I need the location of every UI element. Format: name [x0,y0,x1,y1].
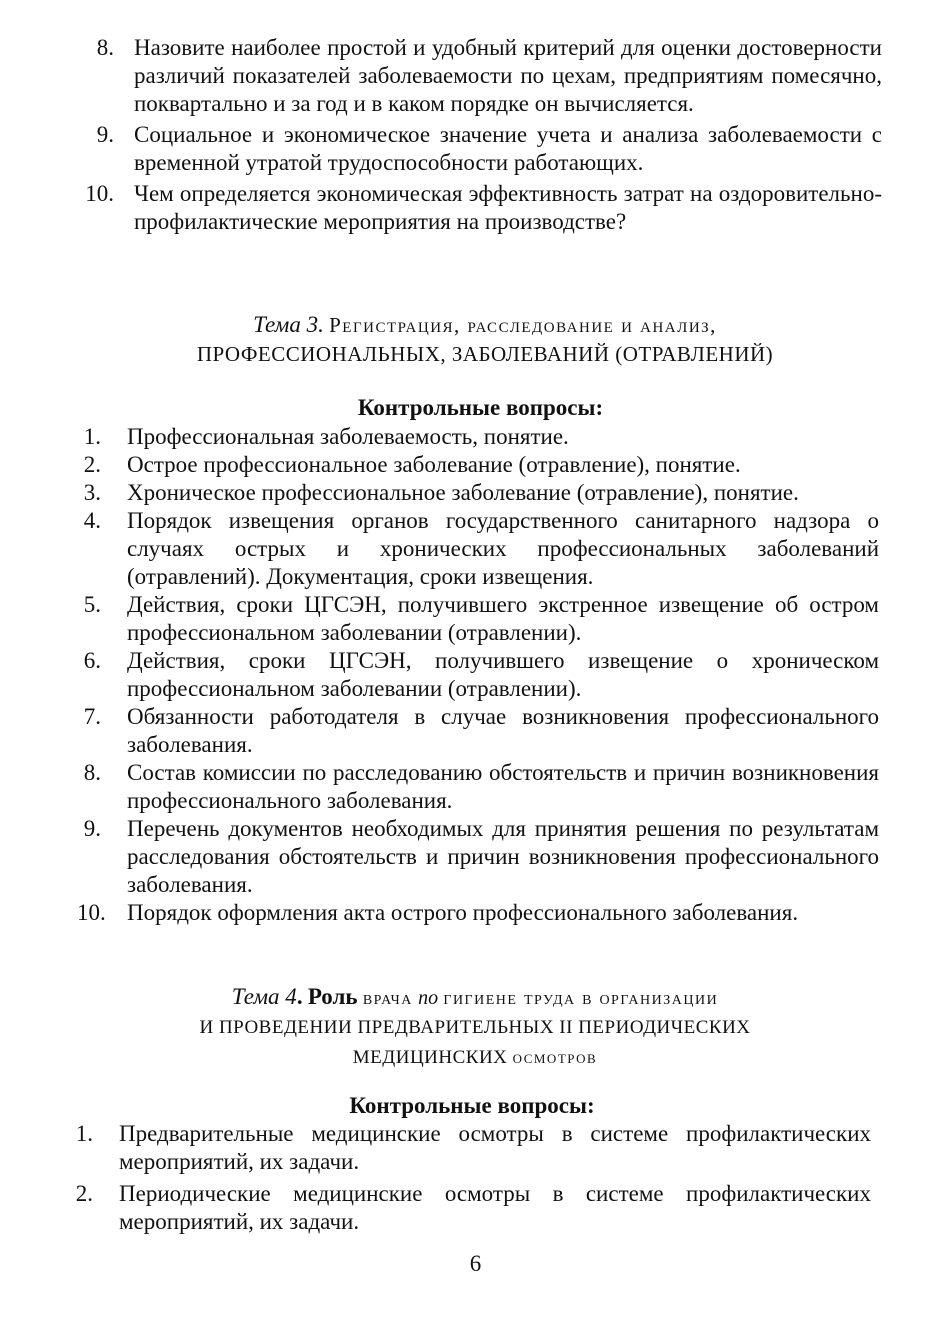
list-item [83,591,879,647]
list-item-number: 10. [77,900,106,925]
question-list-3 [77,423,879,927]
topic-3-line-2: ПРОФЕССИОНАЛЬНЫХ, ЗАБОЛЕВАНИЙ (ОТРАВЛЕНИЙ) [196,342,774,366]
question-list-4 [75,1120,871,1236]
list-item-number: 4. [83,508,101,533]
list-item-text: Состав комиссии по расследованию обстоятельств и причин возникновения профессионального заболевания. [127,760,879,813]
list-item [83,507,879,591]
topic-4-bold-word: Роль [307,984,358,1009]
list-item-number: 9. [96,122,114,147]
questions-4-heading: Контрольные вопросы: [349,1093,595,1118]
topic-4-line-3 [140,1042,810,1072]
list-item-text: Действия, сроки ЦГСЭН, получившего извещение о хроническом профессиональном заболевании (отравлении). [127,648,879,701]
list-item [85,180,882,236]
list-item [83,451,879,479]
list-item [96,121,882,177]
topic-4-line-2: И ПРОВЕДЕНИИ ПРЕДВАРИТЕЛЬНЫХ II ПЕРИОДИЧЕСКИХ [199,1017,751,1038]
list-item-number: 2. [75,1181,93,1206]
list-item-text: Перечень документов необходимых для принятия решения по результатам расследования обстоятельств и причин возникновения профессионального заболевания. [127,816,879,897]
list-item-number: 8. [83,760,101,785]
topic-4-line-1-tail: гигиене труда в организации [443,987,719,1009]
topic-4-line-3-word-a: МЕДИЦИНСКИХ [352,1047,508,1068]
question-list-top [85,34,882,236]
page-number: 6 [469,1251,482,1276]
topic-4-title [140,982,810,1072]
list-item-text: Назовите наиболее простой и удобный критерий для оценки достоверности различий показателей заболеваемости по цехам, предприятиям помесячно, поквартально и за год и в каком порядке он вычисляется. [134,35,882,116]
list-item [83,647,879,703]
list-item-number: 9. [83,816,101,841]
list-item [83,479,879,507]
list-item-text: Порядок извещения органов государственного санитарного надзора о случаях острых и хронических профессиональных заболеваний (отравлений). Документация, сроки извещения. [127,508,879,589]
list-item-number: 8. [96,35,114,60]
list-item [75,1120,871,1176]
topic-4-dot: . [296,984,303,1009]
list-item-text: Действия, сроки ЦГСЭН, получившего экстренное извещение об остром профессиональном заболевании (отравлении). [127,592,879,645]
list-item-text: Хроническое профессиональное заболевание (отравление), понятие. [127,480,799,505]
list-item-text: Социальное и экономическое значение учета и анализа заболеваемости с временной утратой трудоспособности работающих. [134,122,882,175]
topic-4-line-1 [140,982,810,1013]
list-item [77,899,879,927]
topic-3-lead: Тема 3. [253,312,324,337]
topic-3-title [150,310,820,369]
list-item [83,759,879,815]
list-item-number: 1. [75,1121,93,1146]
questions-3-heading: Контрольные вопросы: [357,395,604,420]
list-item [96,34,882,118]
list-item-number: 3. [83,480,101,505]
topic-4-lead: Тема 4 [231,984,297,1009]
list-item-text: Профессиональная заболеваемость, понятие. [127,424,569,449]
list-item [83,815,879,899]
topic-4-word-vracha: врача [362,987,413,1009]
list-item-number: 5. [83,592,101,617]
list-item [83,703,879,759]
topic-4-word-po: по [418,987,439,1009]
list-item-text: Предварительные медицинские осмотры в системе профилактических мероприятий, их задачи. [119,1121,871,1174]
list-item-text: Порядок оформления акта острого профессионального заболевания. [127,900,799,925]
list-item-text: Обязанности работодателя в случае возникновения профессионального заболевания. [127,704,879,757]
list-item-number: 7. [83,704,101,729]
list-item [75,1180,871,1236]
list-item-text: Периодические медицинские осмотры в системе профилактических мероприятий, их задачи. [119,1181,871,1234]
topic-4-line-3-word-b: осмотров [512,1047,598,1068]
list-item-text: Чем определяется экономическая эффективность затрат на оздоровительно-профилактические мероприятия на производстве? [134,181,882,234]
list-item [83,423,879,451]
list-item-text: Острое профессиональное заболевание (отравление), понятие. [127,452,741,477]
topic-3-line-1 [150,310,820,340]
list-item-number: 1. [83,424,101,449]
list-item-number: 6. [83,648,101,673]
list-item-number: 10. [85,181,114,206]
topic-3-subject: Регистрация, расследование и анализ, [329,313,717,337]
list-item-number: 2. [83,452,101,477]
